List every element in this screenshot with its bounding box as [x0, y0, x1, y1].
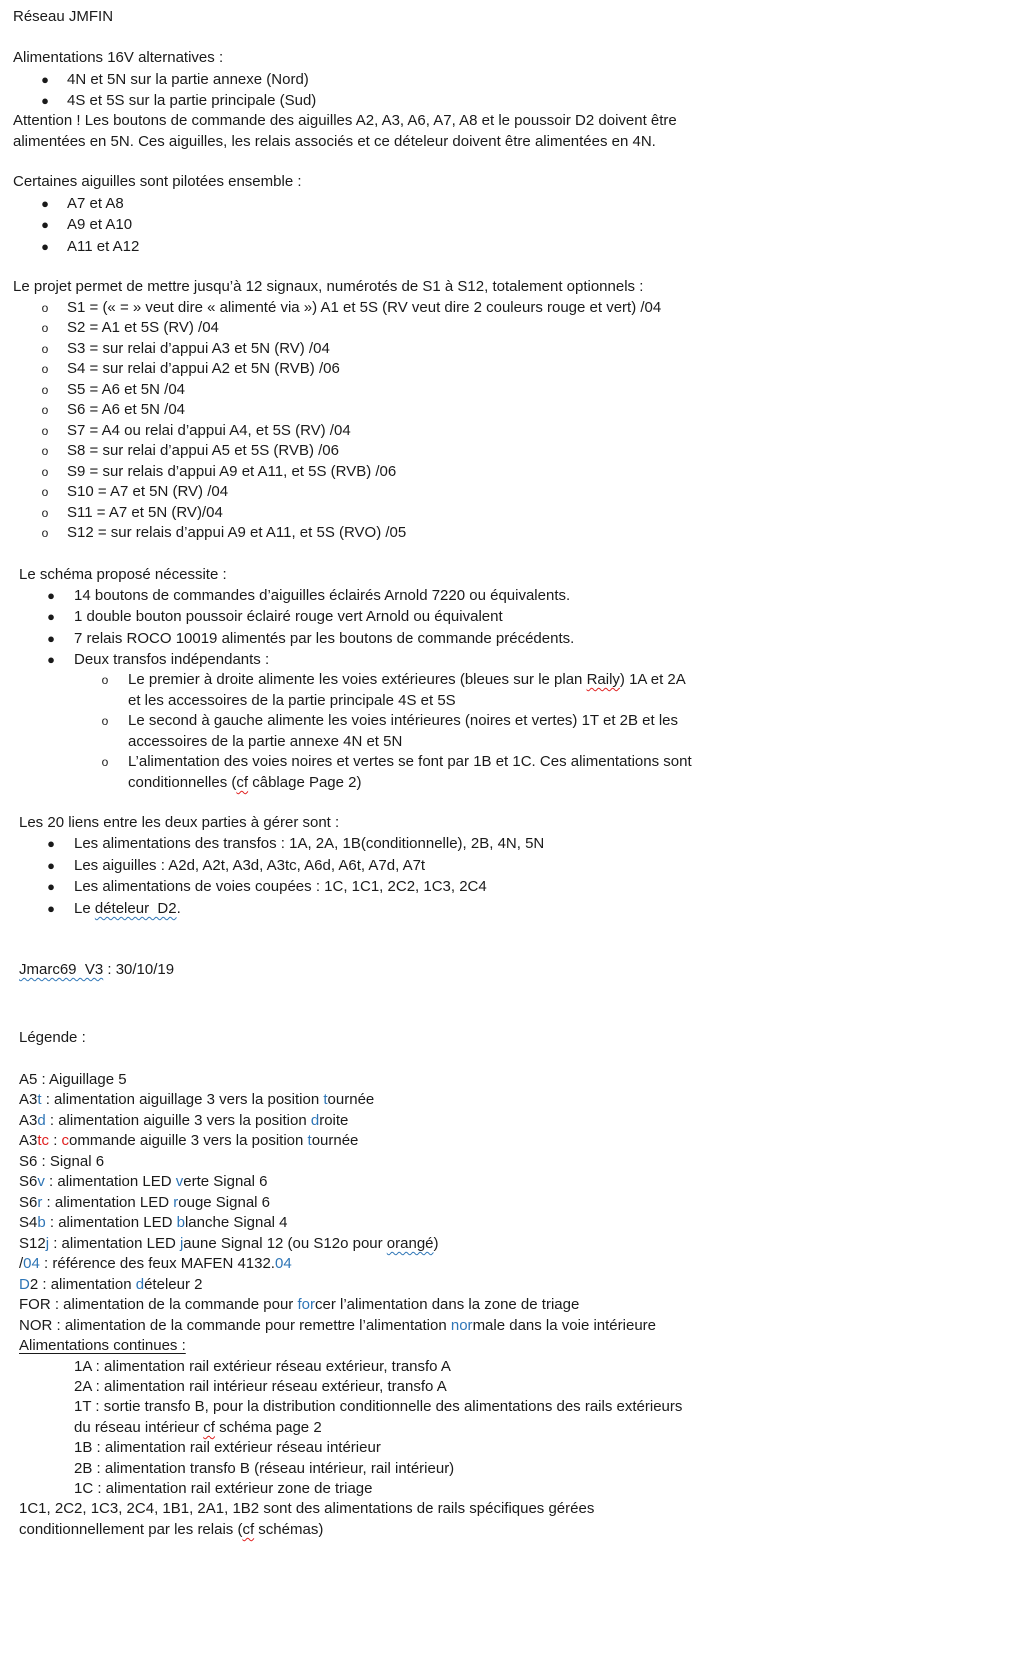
legend-line: A5 : Aiguillage 5	[19, 1071, 127, 1088]
list-item: o S4 = sur relai d’appui A2 et 5N (RVB) /06	[0, 358, 1024, 380]
legend-line: /04 : référence des feux MAFEN 4132.04	[19, 1255, 292, 1272]
list-item: ● A9 et A10	[0, 214, 1024, 236]
bullet-icon: ●	[41, 239, 49, 254]
legend-line: 1C : alimentation rail extérieur zone de triage	[74, 1480, 373, 1497]
schema-heading-line	[0, 564, 1024, 586]
legend-line: S4b : alimentation LED blanche Signal 4	[19, 1214, 288, 1231]
bullet-icon: ●	[41, 93, 49, 108]
list-item: ● Deux transfos indépendants :	[0, 649, 1024, 671]
list-item: ● 4N et 5N sur la partie annexe (Nord)	[0, 69, 1024, 91]
list-item: ● 7 relais ROCO 10019 alimentés par les boutons de commande précédents.	[0, 628, 1024, 650]
list-item: ● Les alimentations des transfos : 1A, 2A, 1B(conditionnelle), 2B, 4N, 5N	[0, 833, 1024, 855]
legend-line: D2 : alimentation dételeur 2	[19, 1276, 203, 1293]
list-item: ● Les alimentations de voies coupées : 1C, 1C1, 2C2, 1C3, 2C4	[0, 876, 1024, 898]
list-item: ● A11 et A12	[0, 236, 1024, 258]
legend-line: S6v : alimentation LED verte Signal 6	[19, 1173, 268, 1190]
list-item: o S7 = A4 ou relai d’appui A4, et 5S (RV) /04	[0, 420, 1024, 442]
list-item: ● 1 double bouton poussoir éclairé rouge vert Arnold ou équivalent	[0, 606, 1024, 628]
legend-heading-line	[0, 1027, 1024, 1049]
list-item: o S10 = A7 et 5N (RV) /04	[0, 481, 1024, 503]
legend-heading: Légende :	[19, 1029, 86, 1046]
schema-heading: Le schéma proposé nécessite :	[19, 566, 227, 583]
grammar-check-word: orangé	[386, 1235, 434, 1252]
circle-bullet-icon: o	[41, 526, 49, 540]
legend-line: FOR : alimentation de la commande pour forcer l’alimentation dans la zone de triage	[19, 1296, 580, 1313]
circle-bullet-icon: o	[101, 714, 109, 728]
sub-list-item-cont: et les accessoires de la partie principale 4S et 5S	[128, 692, 456, 709]
links-heading-line	[0, 812, 1024, 834]
legend-line: NOR : alimentation de la commande pour remettre l’alimentation normale dans la voie intérieure	[19, 1317, 656, 1334]
legend-line: S6 : Signal 6	[19, 1153, 105, 1170]
circle-bullet-icon: o	[41, 301, 49, 315]
list-item: o S9 = sur relais d’appui A9 et A11, et 5S (RVB) /06	[0, 461, 1024, 483]
power-heading: Alimentations 16V alternatives :	[13, 49, 224, 66]
title-line	[0, 6, 1024, 28]
continuous-heading: Alimentations continues :	[19, 1337, 186, 1354]
bullet-icon: ●	[41, 196, 49, 211]
bullet-icon: ●	[47, 609, 55, 624]
list-item: o S6 = A6 et 5N /04	[0, 399, 1024, 421]
spellcheck-word: Raily	[586, 671, 620, 688]
circle-bullet-icon: o	[41, 403, 49, 417]
list-item: o S2 = A1 et 5S (RV) /04	[0, 317, 1024, 339]
legend-line: 2A : alimentation rail intérieur réseau extérieur, transfo A	[74, 1378, 447, 1395]
circle-bullet-icon: o	[101, 755, 109, 769]
warning-line: Attention ! Les boutons de commande des aiguilles A2, A3, A6, A7, A8 et le poussoir D2 doivent être	[13, 112, 677, 129]
sub-list-item: o Le second à gauche alimente les voies intérieures (noires et vertes) 1T et 2B et les	[0, 710, 1024, 732]
legend-line: A3t : alimentation aiguillage 3 vers la position tournée	[19, 1091, 375, 1108]
legend-line: 1T : sortie transfo B, pour la distribution conditionnelle des alimentations des rails extérieurs	[74, 1398, 683, 1415]
legend-line: 1B : alimentation rail extérieur réseau intérieur	[74, 1439, 381, 1456]
bullet-icon: ●	[47, 858, 55, 873]
sub-list-item: o L’alimentation des voies noires et vertes se font par 1B et 1C. Ces alimentations sont	[0, 751, 1024, 773]
list-item: ● A7 et A8	[0, 193, 1024, 215]
sub-list-item-cont: conditionnelles (cf câblage Page 2)	[128, 774, 362, 791]
circle-bullet-icon: o	[41, 342, 49, 356]
circle-bullet-icon: o	[41, 485, 49, 499]
legend-line: S12j : alimentation LED jaune Signal 12 (ou S12o pour orangé)	[19, 1235, 439, 1252]
list-item: o S11 = A7 et 5N (RV)/04	[0, 502, 1024, 524]
grammar-check-word: Jmarc69 V3	[19, 961, 104, 978]
legend-line: 1C1, 2C2, 1C3, 2C4, 1B1, 2A1, 1B2 sont des alimentations de rails spécifiques gérées	[19, 1500, 595, 1517]
legend-line: S6r : alimentation LED rouge Signal 6	[19, 1194, 271, 1211]
circle-bullet-icon: o	[101, 673, 109, 687]
signals-heading: Le projet permet de mettre jusqu’à 12 signaux, numérotés de S1 à S12, totalement optionnels :	[13, 278, 644, 295]
sub-list-item-cont: accessoires de la partie annexe 4N et 5N	[128, 733, 403, 750]
list-item: ● 14 boutons de commandes d’aiguilles éclairés Arnold 7220 ou équivalents.	[0, 585, 1024, 607]
legend-line: 2B : alimentation transfo B (réseau intérieur, rail intérieur)	[74, 1460, 455, 1477]
page-title: Réseau JMFIN	[13, 8, 114, 25]
legend-line: 1A : alimentation rail extérieur réseau extérieur, transfo A	[74, 1358, 451, 1375]
bullet-icon: ●	[47, 901, 55, 916]
continuous-heading-line	[0, 1335, 1024, 1357]
circle-bullet-icon: o	[41, 321, 49, 335]
circle-bullet-icon: o	[41, 506, 49, 520]
circle-bullet-icon: o	[41, 465, 49, 479]
list-item: ● Les aiguilles : A2d, A2t, A3d, A3tc, A6d, A6t, A7d, A7t	[0, 855, 1024, 877]
grammar-check-word: dételeur D2	[94, 900, 177, 917]
circle-bullet-icon: o	[41, 383, 49, 397]
sub-list-item: o Le premier à droite alimente les voies extérieures (bleues sur le plan Raily) 1A et 2A	[0, 669, 1024, 691]
list-item: o S8 = sur relai d’appui A5 et 5S (RVB) /06	[0, 440, 1024, 462]
grouped-heading: Certaines aiguilles sont pilotées ensemble :	[13, 173, 302, 190]
bullet-icon: ●	[47, 879, 55, 894]
list-item: ● 4S et 5S sur la partie principale (Sud)	[0, 90, 1024, 112]
grouped-heading-line	[0, 171, 1024, 193]
signals-heading-line	[0, 276, 1024, 298]
legend-line: conditionnellement par les relais (cf schémas)	[19, 1521, 324, 1538]
version-line: Jmarc69 V3 : 30/10/19	[19, 961, 175, 978]
legend-line: du réseau intérieur cf schéma page 2	[74, 1419, 322, 1436]
bullet-icon: ●	[41, 217, 49, 232]
bullet-icon: ●	[47, 631, 55, 646]
legend-line: A3tc : commande aiguille 3 vers la position tournée	[19, 1132, 359, 1149]
spellcheck-word: cf	[242, 1521, 255, 1538]
list-item: ● Le dételeur D2.	[0, 898, 1024, 920]
circle-bullet-icon: o	[41, 444, 49, 458]
bullet-icon: ●	[47, 652, 55, 667]
spellcheck-word: cf	[203, 1419, 215, 1436]
bullet-icon: ●	[47, 836, 55, 851]
bullet-icon: ●	[47, 588, 55, 603]
links-heading: Les 20 liens entre les deux parties à gérer sont :	[19, 814, 340, 831]
list-item: o S1 = (« = » veut dire « alimenté via ») A1 et 5S (RV veut dire 2 couleurs rouge et vert) /04	[0, 297, 1024, 319]
power-heading-line	[0, 47, 1024, 69]
bullet-icon: ●	[41, 72, 49, 87]
legend-line: A3d : alimentation aiguille 3 vers la position droite	[19, 1112, 349, 1129]
circle-bullet-icon: o	[41, 362, 49, 376]
list-item: o S3 = sur relai d’appui A3 et 5N (RV) /04	[0, 338, 1024, 360]
circle-bullet-icon: o	[41, 424, 49, 438]
warning-line: alimentées en 5N. Ces aiguilles, les relais associés et ce dételeur doivent être alimentées en 4N.	[13, 133, 656, 150]
list-item: o S5 = A6 et 5N /04	[0, 379, 1024, 401]
spellcheck-word: cf	[236, 774, 249, 791]
list-item: o S12 = sur relais d’appui A9 et A11, et 5S (RVO) /05	[0, 522, 1024, 544]
